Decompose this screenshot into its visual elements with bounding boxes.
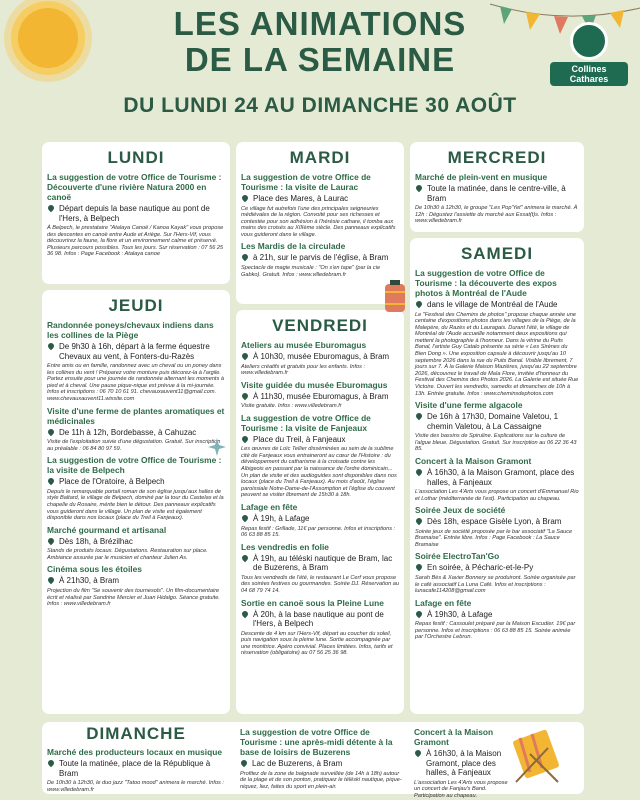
event-location-text: Place du Treil, à Fanjeaux (253, 434, 346, 444)
event-location-text: À 19h, à Lafage (253, 514, 310, 524)
event-title: Les vendredis en folie (241, 541, 329, 552)
location-pin-icon (47, 536, 55, 544)
location-pin-icon (241, 553, 249, 561)
event-location-text: De 11h à 12h, Bordebasse, à Cahuzac (59, 427, 197, 437)
event-description: Visite de l'exploitation suivie d'une dégustation. Gratuit. Sur inscription au préalable : 06 84 80 97 59. (47, 439, 221, 452)
location-pin-icon (415, 300, 423, 308)
location-pin-icon (415, 517, 423, 525)
logo-text-1: Collines (571, 64, 607, 74)
event-title: Concert à la Maison Gramont (414, 727, 494, 747)
day-title: MARDI (289, 148, 351, 167)
event-description: De 10h30 à 12h30, le duo jazz "Tatoo mood" animera le marché. Infos : www.villedebram.fr (47, 780, 224, 793)
event-location (47, 759, 225, 778)
event-description: Repas festif : Grillade, 11€ par personne. Infos et inscriptions : 06 63 88 85 15. (241, 525, 396, 539)
event-title: La suggestion de votre Office de Tourisme : la visite de Fanjeaux (241, 412, 371, 433)
day-card-dimanche (42, 722, 584, 799)
event-description: Depuis le remarquable portail roman de son église jusqu'aux halles de style Baltard, le village de Belpech, dominé par la tour du Castelas et la chapelle du Rosaire, mérite bien le détour. Des panneaux explicatifs vous guideront dans le village. Un plan de visite est également disponible dans nos locaux (place du Treil à Fanjeaux). (47, 488, 224, 522)
location-pin-icon (47, 427, 55, 435)
event-title: La suggestion de votre Office de Tourisme : une après-midi détente à la base de loisirs de Buzerens (240, 727, 393, 757)
event-description: Projection du film "Se souvenir des tournesols". Un film-documentaire écrit et réalisé par Sandrine Mercier et Juan Hidalgo. Séance gratuite. Infos : www.villedebram.fr (47, 587, 220, 608)
location-pin-icon (241, 514, 249, 522)
event-description: À Belpech, le prestataire "Atalaya Canoë / Kanoa Kayak" vous propose des descentes en canoë entre Aude et Ariège. Sur l'Hers-Vif, vous découvrirez la faune, la flore et un environnement calme et préservé. Plusieurs parcours possibles. Tous les jours. Sur réservation : 07 56 25 36 98. Infos : Page Facebook : Atalaya canoe (47, 225, 224, 258)
location-pin-icon (47, 759, 55, 767)
logo-mark-icon (570, 22, 608, 60)
event-location (415, 468, 579, 487)
event-title: Visite d'une ferme de plantes aromatiques et médicinales (47, 405, 225, 426)
event-location (415, 517, 579, 527)
day-title: VENDREDI (272, 316, 368, 335)
location-pin-icon (241, 435, 249, 443)
event-location-text: Toute la matinée, dans le centre-ville, à Bram (427, 184, 566, 203)
event-location-text: à 21h, sur le parvis de l'église, à Bram (253, 253, 389, 263)
event-description: Entre amis ou en famille, randonnez avec un cheval ou un poney dans les collines du vent ! Préparez votre monture puis décorez-la à l'argile. Partez ensuite pour une journée de randonnée alternant les moments à pied et à cheval. Une pause pique-nique est prévue à la mi-journée. Infos et inscriptions : 06 70 10 61 91. chevauxauvent11@gmail.com. www.chevauxauvent11.wixsite.com (47, 363, 224, 402)
event-location-text: À 16h30, à la Maison Gramont, place des halles, à Fanjeaux (427, 468, 575, 487)
day-card-lundi (42, 142, 230, 284)
event-description: Soirée jeux de société proposée par le bar associatif "La Sauce Bramaise". Entrée libre. Infos : Page Facebook : La Sauce Bramaise (415, 528, 573, 548)
event-location (414, 749, 514, 778)
event-title: La suggestion de votre Office de Tourisme : Découverte d'une rivière Natura 2000 en canoë (47, 172, 222, 202)
location-pin-icon (415, 468, 423, 476)
location-pin-icon (415, 184, 423, 192)
logo (550, 22, 628, 86)
event-title: Soirée Jeux de société (415, 505, 506, 516)
event-location-text: Lac de Buzerens, à Bram (252, 759, 343, 768)
event-description: L'association Les 4'Arts vous propose un concert d'Emmanuel Rio et Lothar (méditerranée de l'est). Participation au chapeau. (415, 489, 579, 502)
event-location-text: Place de l'Oratoire, à Belpech (59, 477, 165, 487)
event-title: Lafage en fête (415, 597, 472, 608)
event-location-text: À 20h, à la base nautique au pont de l'Hers, à Belpech (253, 609, 384, 628)
event-location-text: En soirée, à Pécharic-et-le-Py (427, 563, 534, 573)
dimanche-column-2 (240, 724, 404, 790)
day-card-mardi (236, 142, 404, 304)
location-pin-icon (415, 610, 423, 618)
page-title-line1: LES ANIMATIONS (173, 5, 467, 42)
page-header (0, 6, 640, 78)
event-title: Visite guidée du musée Eburomagus (241, 379, 388, 390)
event-description: Ateliers créatifs et gratuits pour les enfants. Infos : www.villedebram.fr (241, 363, 366, 377)
event-location (47, 537, 225, 547)
date-range: DU LUNDI 24 AU DIMANCHE 30 AOÛT (123, 94, 517, 117)
event-title: La suggestion de votre Office de Tourisme : la visite de Belpech (47, 455, 222, 476)
event-title: Les Mardis de la circulade (241, 241, 346, 252)
event-title: Soirée ElectroTan'Go (415, 551, 500, 562)
event-location-text: À 11h30, musée Eburomagus, à Bram (253, 391, 389, 401)
event-location (241, 194, 399, 204)
event-description: Tous les vendredis de l'été, le restaurant Le Cerf vous propose des soirées festives ou gourmandes. Soirée DJ. Réservation au 04 68 79 74 14. (241, 574, 399, 594)
event-location (47, 342, 225, 361)
event-location (241, 514, 399, 524)
location-pin-icon (47, 342, 55, 350)
event-title: Sortie en canoë sous la Pleine Lune (241, 597, 384, 608)
event-location-text: Place des Mares, à Laurac (253, 194, 349, 203)
event-location (241, 253, 399, 263)
event-location-text: À 16h30, à la Maison Gramont, place des halles, à Fanjeaux (426, 749, 502, 777)
event-location-text: Dès 18h, espace Gisèle Lyon, à Bram (427, 517, 562, 527)
day-title: MERCREDI (447, 148, 547, 167)
event-location (47, 204, 225, 223)
location-pin-icon (415, 563, 423, 571)
event-location (415, 563, 579, 573)
event-location-text: À 19h, au téléski nautique de Bram, lac de Buzerens, à Bram (253, 553, 393, 573)
event-description: Spectacle de magie musicale : "On s'en tape" (par la cie Gabko). Gratuit. Infos : www.villedebram.fr (241, 264, 381, 278)
day-card-vendredi (236, 310, 404, 714)
event-location-text: Dès 18h, à Brézilhac (59, 536, 133, 546)
location-pin-icon (241, 352, 249, 360)
event-location-text: À 19h30, à Lafage (427, 609, 493, 619)
event-description: Ce village fut autrefois l'une des principales seigneuries médiévales de la région. Convoité pour ses richesses et contestée pour son adhésion à l'hérésie cathare, il tomba aux mains des croisés au XIIIème siècle. Des panneaux explicatifs vous guideront dans le village. (241, 205, 396, 238)
event-location-text: De 9h30 à 16h, départ à la ferme équestre Chevaux au vent, à Fonters-du-Razès (59, 342, 210, 361)
event-location (47, 576, 225, 586)
location-pin-icon (241, 194, 249, 202)
event-title: Lafage en fête (241, 502, 298, 513)
event-title: Marché gourmand et artisanal (47, 524, 167, 535)
event-location-text: À 10h30, musée Eburomagus, à Bram (253, 352, 390, 361)
event-title: Concert à la Maison Gramont (415, 456, 532, 466)
event-location-text: Toute la matinée, place de la République à Bram (59, 759, 211, 778)
lantern-icon (382, 278, 408, 318)
location-pin-icon (415, 412, 423, 420)
event-location (241, 554, 399, 573)
dimanche-column-3 (414, 724, 514, 799)
leaf-icon (206, 436, 228, 458)
event-location (241, 392, 399, 402)
event-description: Visite des bassins de Spiruline. Explications sur la culture de l'algue bleue. Dégustation. Gratuit. Sur inscription au 06 22 36 43 85. (415, 433, 577, 453)
event-description: Stands de produits locaux. Dégustations. Restauration sur place. Ambiance assurée par le musicien et chanteur Julien As. (47, 548, 208, 561)
location-pin-icon (241, 253, 249, 261)
event-title: Ateliers au musée Eburomagus (241, 340, 367, 350)
event-description: Descente de 4 km sur l'Hers-Vif, départ au coucher du soleil, puis navigation sous la pleine lune. Sortie accompagnée par une monitrice. Apéro convivial. Places limitées. Infos, tarifs et réservation (obligatoire) au 07 56 25 36 98. (241, 630, 393, 657)
event-location-text: Départ depuis la base nautique au pont de l'Hers, à Belpech (59, 204, 210, 223)
event-location-text: De 16h à 17h30, Domaine Valetou, 1 chemin Valetou, à La Cassaigne (427, 412, 559, 431)
event-title: Cinéma sous les étoiles (47, 564, 142, 575)
location-pin-icon (47, 477, 55, 485)
location-pin-icon (241, 609, 249, 617)
event-location-text: À 21h30, à Bram (59, 576, 120, 586)
event-location (415, 610, 579, 620)
event-description: L'association Les 4'Arts vous propose un concert de Fanjau's Band. Participation au chapeau. (414, 779, 508, 799)
event-title: Marché des producteurs locaux en musique (47, 747, 222, 757)
location-pin-icon (241, 391, 249, 399)
location-pin-icon (47, 204, 55, 212)
day-title: JEUDI (108, 296, 164, 315)
location-pin-icon (414, 749, 422, 757)
day-title: DIMANCHE (86, 724, 186, 743)
event-description: De 10h30 à 12h30, le groupe "Les Pop'Yet" animera le marché. À 12h : Dégustez l'assiette du marché aux Essat(t)s. Infos : www.villedebram.fr (415, 205, 578, 225)
dimanche-column-1 (47, 724, 225, 793)
event-title: Marché de plein-vent en musique (415, 172, 548, 182)
event-title: Visite d'une ferme algacole (415, 400, 523, 411)
event-description: Les œuvres de Loïc Tellier disséminées au sein de la sublime cité de Fanjeaux vous entraineront au cœur de l'Histoire : du développement du catharisme à la croisade contre les Albigeois en passant par la naissance de l'ordre dominicain... Un plan de visite et des audioguides sont disponibles dans nos locaux (place du Treil à Fanjeaux). Au mois d'août, l'église paroissiale Notre-Dame-de-l'Assomption et l'église du couvent peuvent se visiter librement de 15h30 à 18h. (241, 446, 397, 499)
event-location (241, 352, 399, 362)
event-title: La suggestion de votre Office de Tourisme : la découverte des expos photos à Montréal de l'Aude (415, 268, 557, 298)
event-title: La suggestion de votre Office de Tourisme : la visite de Laurac (241, 172, 371, 192)
event-location (47, 428, 225, 438)
event-location (415, 184, 579, 203)
event-location (241, 610, 399, 629)
day-card-mercredi (410, 142, 584, 232)
event-description: Le "Festival des Chemins de photos" propose chaque année une centaine d'expositions photos dans les villages de la Piège, de la Malepère, du Razès et du Lauragais. Durant l'été, le village de Montréal de l'Aude accueille notamment deux expositions qui mettent la photographie à l'honneur. Dans la vitrine du Puits Banal, l'artiste Guy Catalo présente sa série « Les Sirènes du Bien Dong ». Une exposition capsule à découvrir jusqu'au 10 septembre 2026 dans la rue du Puits Banal. Visible librement, 7 jours sur 7. À la Galerie Maison Mazières, jusqu'au 22 septembre 2026, découvrez le travail de Maïa Flore, invitée d'honneur du Festival des Chemins des Photos 2026. La Galerie est située Rue Victoire. Ouvert les vendredis, samedis et dimanches de 10h à 13h. Entrée gratuite. Infos : www.cheminsdephotos.com (415, 311, 579, 397)
logo-text-2: Cathares (569, 74, 609, 84)
day-title: SAMEDI (460, 244, 534, 263)
event-description: Repas festif : Cassoulet préparé par la Maison Escudier. 19€ par personne. Infos et inscriptions : 06 63 88 85 15. Soirée animée par l'Orchestre Lebrun. (415, 621, 576, 641)
event-location (240, 759, 404, 769)
event-description: Profitez de la zone de baignade surveillée (de 14h à 18h) autour de la plage et de son ponton, pratiquez le téléski nautique, pique-niquez, liez, faites du sport en plein-air. (240, 770, 402, 790)
deckchair-icon (508, 728, 574, 786)
location-pin-icon (47, 576, 55, 584)
day-card-jeudi (42, 290, 230, 714)
event-location (47, 477, 225, 487)
event-location (415, 412, 579, 431)
event-location (415, 300, 579, 310)
event-description: Visite gratuite. Infos : www.villedebram.fr (241, 403, 342, 410)
day-title: LUNDI (107, 148, 165, 167)
location-pin-icon (240, 759, 248, 767)
page-title-line2: DE LA SEMAINE (184, 41, 456, 78)
event-location (241, 435, 399, 445)
day-card-samedi (410, 238, 584, 714)
event-location-text: dans le village de Montréal de l'Aude (427, 300, 558, 309)
event-description: Sarah Bès & Xavier Bonnery se produiront. Soirée organisée par le café associatif La Luna Café. Infos et inscriptions : lunacafe114208@gmail.com (415, 574, 576, 595)
event-title: Randonnée poneys/chevaux indiens dans les collines de la Piège (47, 320, 214, 340)
